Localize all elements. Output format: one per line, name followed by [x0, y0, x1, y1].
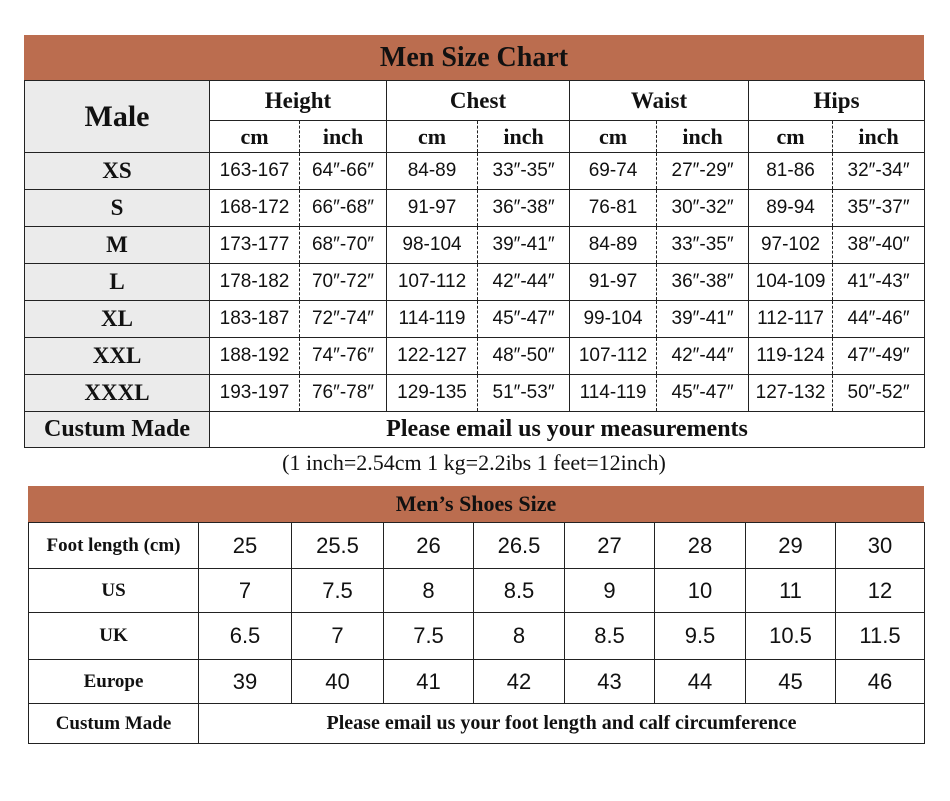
height-header: Height [210, 81, 387, 121]
inch-value-cell: 51″-53″ [478, 375, 570, 412]
cm-value-cell: 122-127 [387, 338, 478, 375]
inch-value-cell: 33″-35″ [478, 153, 570, 190]
shoe-value-cell: 11 [746, 569, 836, 613]
cm-value-cell: 193-197 [210, 375, 300, 412]
shoe-value-cell: 9 [565, 569, 655, 613]
shoe-value-cell: 10.5 [746, 613, 836, 660]
cm-value-cell: 107-112 [570, 338, 657, 375]
size-label: XS [25, 153, 210, 190]
inch-value-cell: 39″-41″ [478, 227, 570, 264]
size-row [25, 190, 925, 227]
size-row [25, 227, 925, 264]
unit-inch-header: inch [478, 121, 570, 153]
shoes-table [28, 522, 925, 744]
size-custom-made-label: Custum Made [25, 412, 210, 448]
shoe-row-label: US [29, 569, 199, 613]
cm-value-cell: 98-104 [387, 227, 478, 264]
cm-value-cell: 183-187 [210, 301, 300, 338]
size-label: L [25, 264, 210, 301]
size-row [25, 338, 925, 375]
shoe-row-label: UK [29, 613, 199, 660]
unit-cm-header: cm [749, 121, 833, 153]
cm-value-cell: 81-86 [749, 153, 833, 190]
shoe-value-cell: 11.5 [836, 613, 925, 660]
inch-value-cell: 38″-40″ [833, 227, 925, 264]
cm-value-cell: 127-132 [749, 375, 833, 412]
cm-value-cell: 91-97 [387, 190, 478, 227]
inch-value-cell: 36″-38″ [478, 190, 570, 227]
size-label: XL [25, 301, 210, 338]
cm-value-cell: 188-192 [210, 338, 300, 375]
hips-header: Hips [749, 81, 925, 121]
shoe-value-cell: 40 [292, 660, 384, 704]
unit-cm-header: cm [210, 121, 300, 153]
shoe-row-label: Foot length (cm) [29, 523, 199, 569]
shoe-value-cell: 6.5 [199, 613, 292, 660]
shoe-value-cell: 9.5 [655, 613, 746, 660]
cm-value-cell: 119-124 [749, 338, 833, 375]
unit-inch-header: inch [657, 121, 749, 153]
size-label: M [25, 227, 210, 264]
inch-value-cell: 35″-37″ [833, 190, 925, 227]
size-custom-made-text: Please email us your measurements [210, 412, 925, 448]
cm-value-cell: 89-94 [749, 190, 833, 227]
unit-inch-header: inch [833, 121, 925, 153]
inch-value-cell: 39″-41″ [657, 301, 749, 338]
shoe-value-cell: 7 [199, 569, 292, 613]
cm-value-cell: 178-182 [210, 264, 300, 301]
inch-value-cell: 64″-66″ [300, 153, 387, 190]
shoe-value-cell: 7 [292, 613, 384, 660]
inch-value-cell: 44″-46″ [833, 301, 925, 338]
shoe-value-cell: 29 [746, 523, 836, 569]
cm-value-cell: 129-135 [387, 375, 478, 412]
cm-value-cell: 91-97 [570, 264, 657, 301]
shoe-row [29, 523, 925, 569]
shoe-value-cell: 7.5 [384, 613, 474, 660]
inch-value-cell: 42″-44″ [657, 338, 749, 375]
cm-value-cell: 69-74 [570, 153, 657, 190]
inch-value-cell: 72″-74″ [300, 301, 387, 338]
shoe-value-cell: 30 [836, 523, 925, 569]
inch-value-cell: 32″-34″ [833, 153, 925, 190]
shoes-chart-title: Men’s Shoes Size [28, 486, 924, 522]
inch-value-cell: 41″-43″ [833, 264, 925, 301]
shoe-value-cell: 44 [655, 660, 746, 704]
cm-value-cell: 76-81 [570, 190, 657, 227]
size-row [25, 301, 925, 338]
size-row [25, 153, 925, 190]
shoe-value-cell: 25.5 [292, 523, 384, 569]
size-table [24, 80, 925, 448]
inch-value-cell: 47″-49″ [833, 338, 925, 375]
unit-inch-header: inch [300, 121, 387, 153]
shoe-row [29, 569, 925, 613]
cm-value-cell: 104-109 [749, 264, 833, 301]
shoe-value-cell: 25 [199, 523, 292, 569]
shoe-value-cell: 12 [836, 569, 925, 613]
cm-value-cell: 163-167 [210, 153, 300, 190]
size-label: XXL [25, 338, 210, 375]
cm-value-cell: 168-172 [210, 190, 300, 227]
shoes-custom-made-label: Custum Made [29, 704, 199, 744]
shoe-row-label: Europe [29, 660, 199, 704]
shoe-value-cell: 43 [565, 660, 655, 704]
shoe-value-cell: 28 [655, 523, 746, 569]
shoe-value-cell: 46 [836, 660, 925, 704]
size-label: XXXL [25, 375, 210, 412]
shoe-value-cell: 8.5 [474, 569, 565, 613]
cm-value-cell: 99-104 [570, 301, 657, 338]
cm-value-cell: 114-119 [570, 375, 657, 412]
male-header: Male [25, 81, 210, 153]
cm-value-cell: 114-119 [387, 301, 478, 338]
shoe-value-cell: 41 [384, 660, 474, 704]
shoe-value-cell: 8 [474, 613, 565, 660]
chest-header: Chest [387, 81, 570, 121]
inch-value-cell: 74″-76″ [300, 338, 387, 375]
cm-value-cell: 173-177 [210, 227, 300, 264]
cm-value-cell: 84-89 [570, 227, 657, 264]
shoe-value-cell: 8.5 [565, 613, 655, 660]
cm-value-cell: 84-89 [387, 153, 478, 190]
shoe-value-cell: 8 [384, 569, 474, 613]
inch-value-cell: 33″-35″ [657, 227, 749, 264]
waist-header: Waist [570, 81, 749, 121]
size-row [25, 264, 925, 301]
inch-value-cell: 76″-78″ [300, 375, 387, 412]
unit-cm-header: cm [570, 121, 657, 153]
shoe-value-cell: 45 [746, 660, 836, 704]
inch-value-cell: 50″-52″ [833, 375, 925, 412]
shoe-value-cell: 10 [655, 569, 746, 613]
size-label: S [25, 190, 210, 227]
shoe-row [29, 613, 925, 660]
inch-value-cell: 48″-50″ [478, 338, 570, 375]
unit-cm-header: cm [387, 121, 478, 153]
inch-value-cell: 45″-47″ [478, 301, 570, 338]
size-row [25, 375, 925, 412]
inch-value-cell: 36″-38″ [657, 264, 749, 301]
shoe-row [29, 660, 925, 704]
men-size-chart [24, 35, 924, 448]
shoe-value-cell: 39 [199, 660, 292, 704]
shoe-value-cell: 26.5 [474, 523, 565, 569]
shoe-value-cell: 42 [474, 660, 565, 704]
men-shoes-chart [28, 486, 924, 744]
inch-value-cell: 70″-72″ [300, 264, 387, 301]
inch-value-cell: 42″-44″ [478, 264, 570, 301]
conversion-note: (1 inch=2.54cm 1 kg=2.2ibs 1 feet=12inch) [282, 450, 666, 475]
shoe-value-cell: 26 [384, 523, 474, 569]
inch-value-cell: 30″-32″ [657, 190, 749, 227]
cm-value-cell: 107-112 [387, 264, 478, 301]
size-chart-title: Men Size Chart [24, 35, 924, 80]
inch-value-cell: 27″-29″ [657, 153, 749, 190]
cm-value-cell: 97-102 [749, 227, 833, 264]
inch-value-cell: 45″-47″ [657, 375, 749, 412]
shoe-value-cell: 7.5 [292, 569, 384, 613]
inch-value-cell: 68″-70″ [300, 227, 387, 264]
shoe-value-cell: 27 [565, 523, 655, 569]
inch-value-cell: 66″-68″ [300, 190, 387, 227]
cm-value-cell: 112-117 [749, 301, 833, 338]
shoes-custom-made-text: Please email us your foot length and calf circumference [199, 704, 925, 744]
